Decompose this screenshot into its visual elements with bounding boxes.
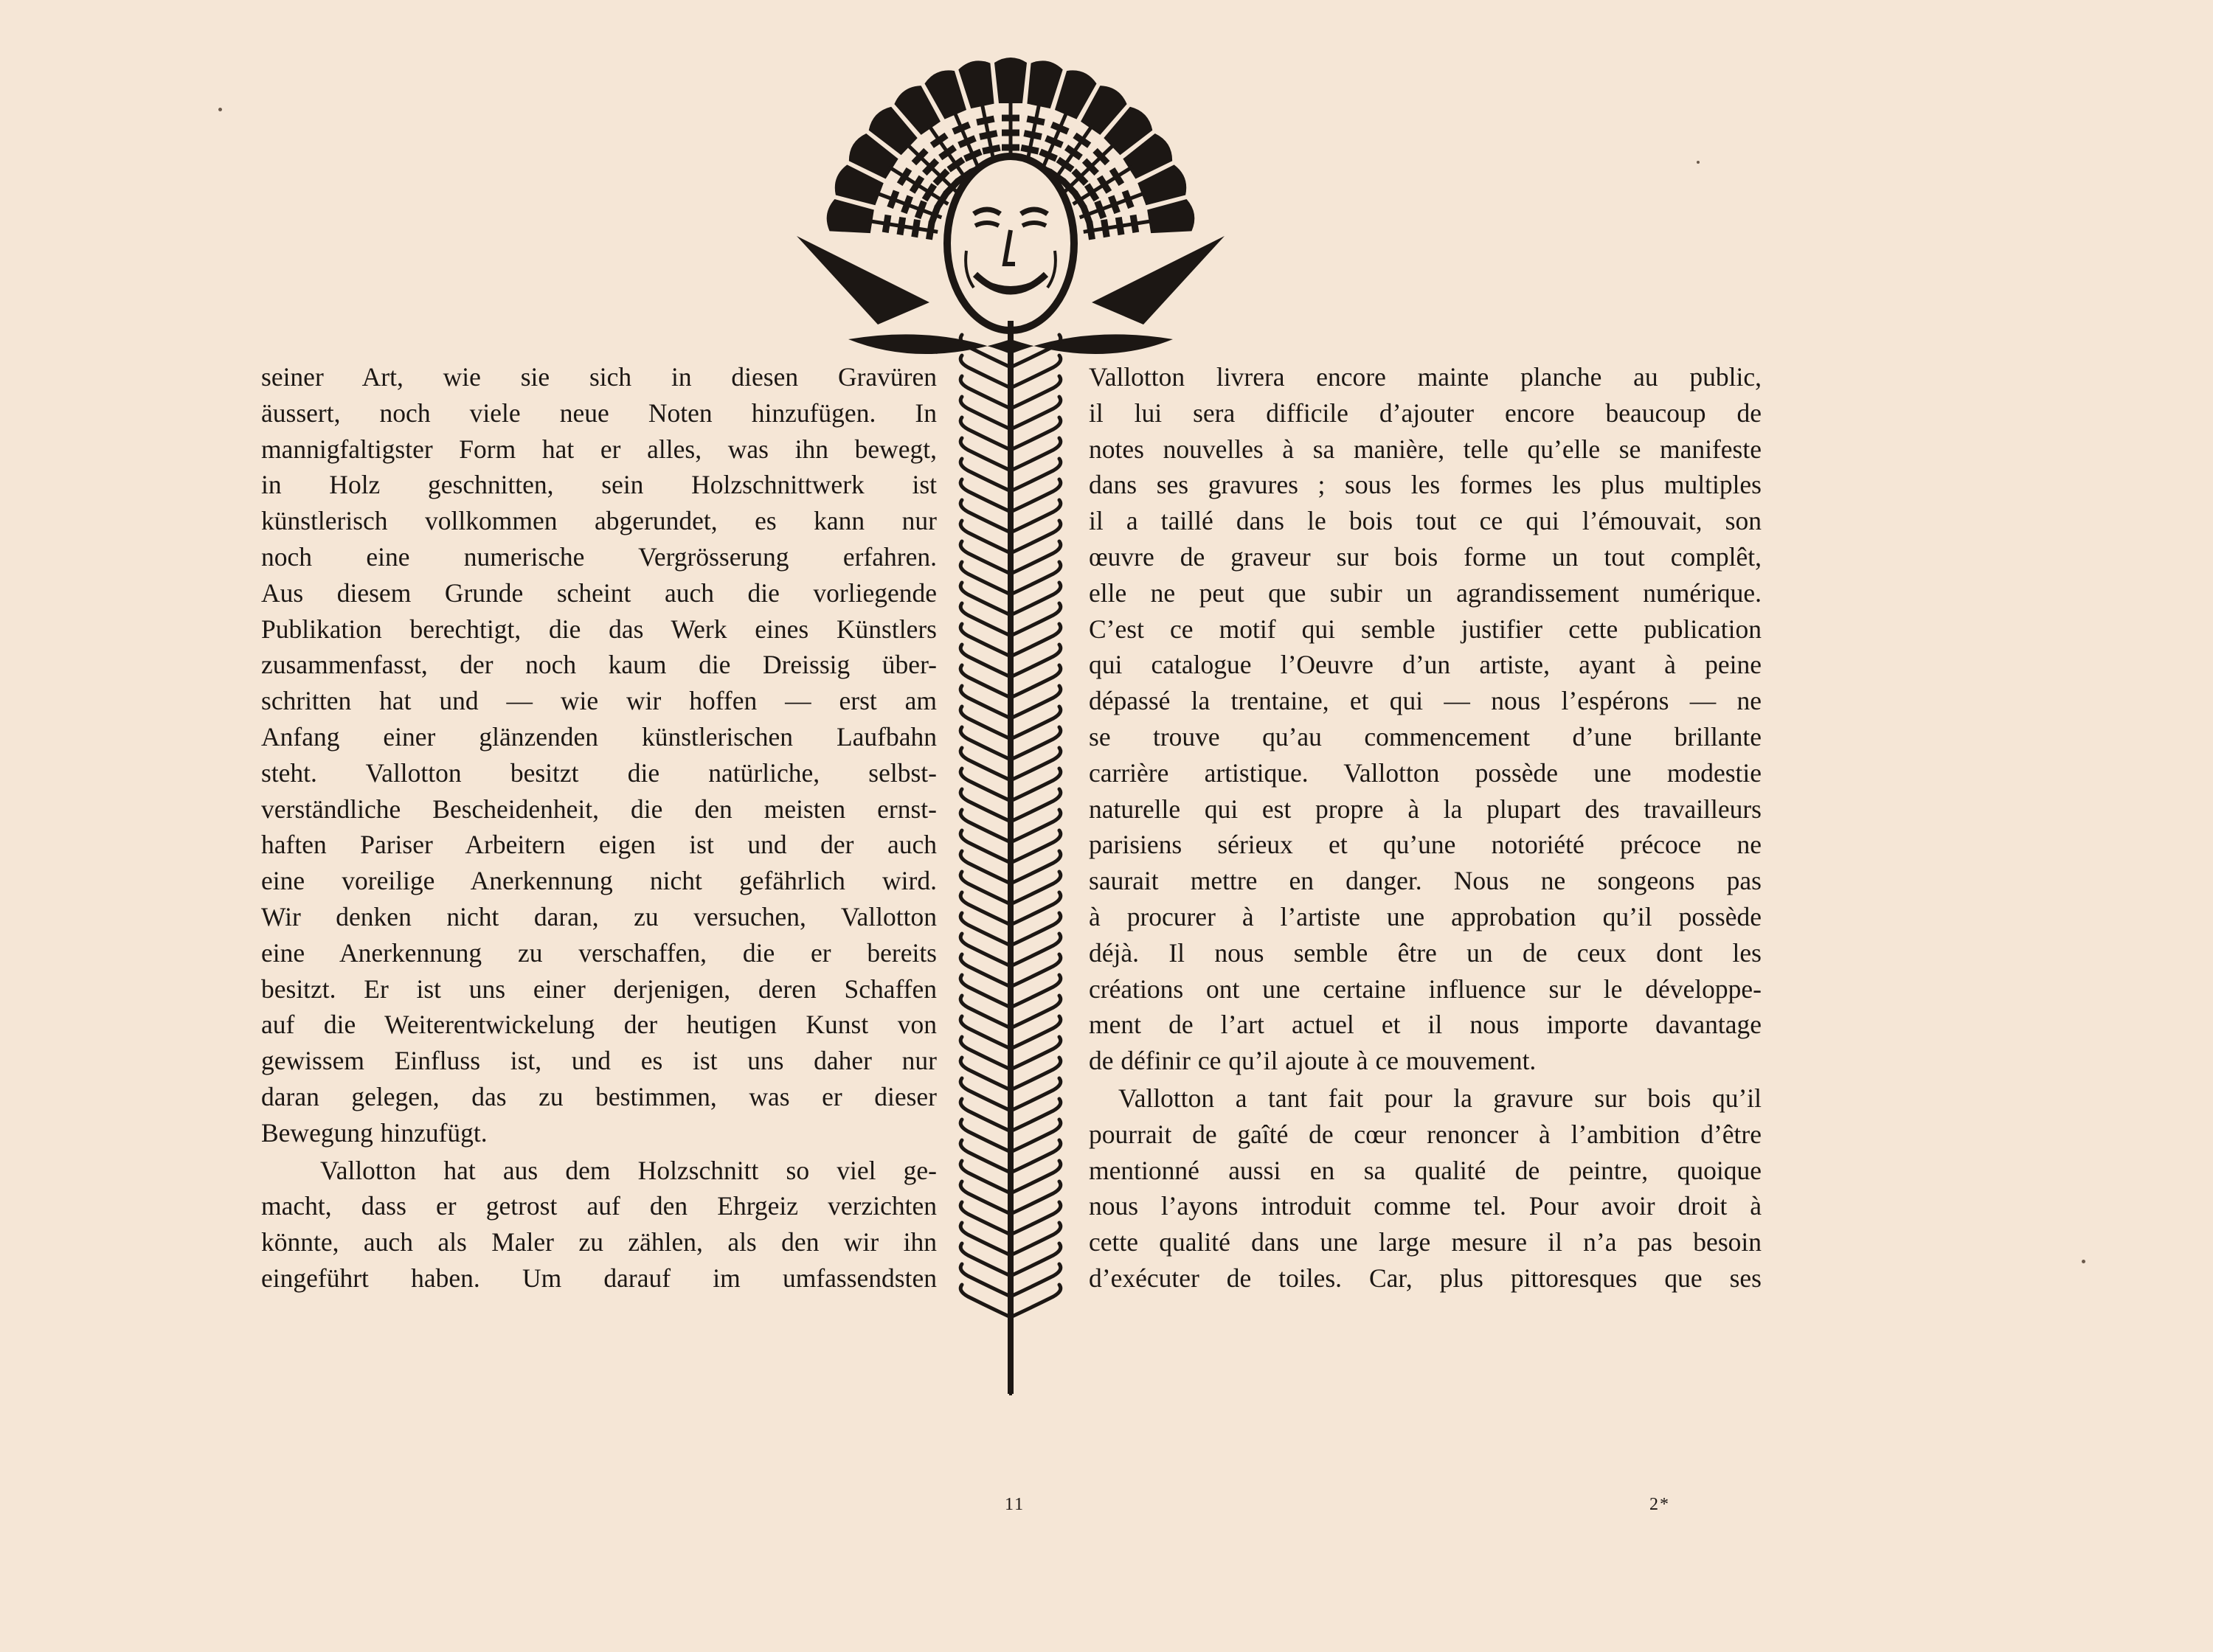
text-line: œuvre de graveur sur bois forme un tout complêt, [1089, 541, 1762, 572]
feather-barb [960, 1223, 1011, 1255]
text-line: elle ne peut que subir un agrandissement numérique. [1089, 577, 1762, 608]
ray-tuft [827, 199, 874, 233]
feather-barb [960, 1078, 1011, 1111]
feather-barb [960, 459, 1011, 491]
text-line: créations ont une certaine influence sur le développe- [1089, 974, 1762, 1004]
text-line: zusammenfasst, der noch kaum die Dreissig über- [261, 650, 937, 680]
feather-barb [960, 541, 1011, 574]
text-line: pourrait de gaîté de cœur renoncer à l’ambition d’être [1089, 1119, 1762, 1149]
feather-barb [1011, 975, 1061, 1007]
ray-stem [889, 167, 948, 204]
text-line: Anfang einer glänzenden künstlerischen Laufbahn [261, 721, 937, 752]
feather-barb [960, 438, 1011, 471]
text-line: carrière artistique. Vallotton possède une modestie [1089, 757, 1762, 788]
feather-barb [1011, 376, 1061, 409]
text-line: gewissem Einfluss ist, und es ist uns daher nur [261, 1046, 937, 1076]
text-line: mentionné aussi en sa qualité de peintre, quoique [1089, 1155, 1762, 1185]
feather-barb [960, 789, 1011, 822]
feather-barb [960, 603, 1011, 636]
feather-barb [1011, 1099, 1061, 1131]
text-line: daran gelegen, das zu bestimmen, was er dieser [261, 1081, 937, 1111]
text-line: il a taillé dans le bois tout ce qui l’émouvait, son [1089, 506, 1762, 536]
ray-tuft [958, 60, 994, 108]
feather-barb [960, 872, 1011, 904]
feather-barb [1011, 830, 1061, 863]
feather-barb [960, 727, 1011, 760]
feather-barb [1011, 397, 1061, 429]
text-line: in Holz geschnitten, sein Holzschnittwerk ist [261, 470, 937, 500]
feather-barb [960, 1161, 1011, 1193]
feather-barb [960, 624, 1011, 656]
feather-barb [1011, 1264, 1061, 1297]
feather-barb [1011, 1078, 1061, 1111]
feather-barb [1011, 541, 1061, 574]
text-line: ment de l’art actuel et il nous importe davantage [1089, 1010, 1762, 1040]
feather-barb [960, 686, 1011, 718]
text-line: künstlerisch vollkommen abgerundet, es kann nur [261, 506, 937, 536]
text-line: verständliche Bescheidenheit, die den meisten ernst- [261, 794, 937, 824]
text-line: Aus diesem Grunde scheint auch die vorliegende [261, 577, 937, 608]
feather-barb [1011, 872, 1061, 904]
feather-barb [960, 707, 1011, 739]
text-line: se trouve qu’au commencement d’une brillante [1089, 721, 1762, 752]
feather-barb [960, 417, 1011, 450]
feather-barb [960, 1099, 1011, 1131]
left-paragraph-2 [261, 1153, 937, 1297]
feather-barb [1011, 665, 1061, 698]
feather-barb [1011, 1243, 1061, 1276]
text-line: Vallotton hat aus dem Holzschnitt so viel ge- [320, 1155, 937, 1185]
feather-barb [960, 975, 1011, 1007]
text-line: steht. Vallotton besitzt die natürliche, selbst- [261, 757, 937, 788]
text-line: Bewegung hinzufügt. [261, 1117, 488, 1148]
right-paragraph-1 [1089, 359, 1762, 1079]
feather-barb [1011, 645, 1061, 677]
text-line: dans ses gravures ; sous les formes les plus multiples [1089, 470, 1762, 500]
feather-barb [960, 583, 1011, 615]
feather-barb [960, 1285, 1011, 1317]
feather-barb [1011, 810, 1061, 842]
feather-barb [1011, 417, 1061, 450]
feather-barb [1011, 913, 1061, 945]
feather-barb [1011, 355, 1061, 388]
feather-barb [1011, 583, 1061, 615]
text-line: d’exécuter de toiles. Car, plus pittoresques que ses [1089, 1263, 1762, 1293]
feather-barb [1011, 851, 1061, 884]
feather-barb [1011, 748, 1061, 780]
text-line: cette qualité dans une large mesure il n’a pas besoin [1089, 1227, 1762, 1257]
text-line: parisiens sérieux et qu’une notoriété précoce ne [1089, 830, 1762, 860]
feather-barb [960, 851, 1011, 884]
ray-tuft [1147, 199, 1194, 233]
feather-barb [960, 376, 1011, 409]
text-line: il lui sera difficile d’ajouter encore beaucoup de [1089, 398, 1762, 428]
text-line: macht, dass er getrost auf den Ehrgeiz verzichten [261, 1191, 937, 1221]
left-ornament-spike [797, 236, 929, 324]
feather-barb [960, 1202, 1011, 1235]
feather-barb [960, 1264, 1011, 1297]
text-line: de définir ce qu’il ajoute à ce mouvement. [1089, 1046, 1537, 1076]
feather-barb [1011, 934, 1061, 966]
ray-tuft [994, 58, 1027, 103]
feather-barb [1011, 1161, 1061, 1193]
text-line: dépassé la trentaine, et qui — nous l’espérons — ne [1089, 686, 1762, 716]
feather-barb [1011, 438, 1061, 471]
text-line: nous l’ayons introduit comme tel. Pour avoir droit à [1089, 1191, 1762, 1221]
feather-barb [1011, 1202, 1061, 1235]
feather-barb [1011, 500, 1061, 532]
feather-barb [1011, 789, 1061, 822]
text-line: Vallotton a tant fait pour la gravure sur bois qu’il [1118, 1083, 1762, 1113]
feather-barb [1011, 1140, 1061, 1173]
left-paragraph-1 [261, 359, 937, 1151]
paper-speck [218, 108, 222, 111]
feather-barb [1011, 1058, 1061, 1090]
feather-barb [960, 748, 1011, 780]
feather-barb [960, 934, 1011, 966]
feather-barb [960, 996, 1011, 1028]
text-line: Publikation berechtigt, die das Werk eines Künstlers [261, 614, 937, 644]
feather-barb [960, 830, 1011, 863]
text-line: äussert, noch viele neue Noten hinzufügen. In [261, 398, 937, 428]
feather-barb [1011, 521, 1061, 553]
feather-barb [960, 768, 1011, 801]
feather-barb [1011, 624, 1061, 656]
text-line: eine voreilige Anerkennung nicht gefährlich wird. [261, 866, 937, 896]
paper-speck [2082, 1260, 2085, 1263]
feather-barb [960, 1243, 1011, 1276]
signature-mark: 2* [1649, 1495, 1670, 1514]
text-line: eingeführt haben. Um darauf im umfassendsten [261, 1263, 937, 1293]
text-line: naturelle qui est propre à la plupart des travailleurs [1089, 794, 1762, 824]
feather-barb [960, 397, 1011, 429]
feather-barb [960, 1140, 1011, 1173]
feather-barb [960, 562, 1011, 594]
left-text-column [261, 359, 937, 1297]
paper-speck [1697, 161, 1700, 164]
text-line: à procurer à l’artiste une approbation qu’il possède [1089, 901, 1762, 931]
sun-face [947, 156, 1074, 330]
feather-barb [1011, 1120, 1061, 1152]
feather-barb [1011, 727, 1061, 760]
feather-barb [1011, 603, 1061, 636]
text-line: qui catalogue l’Oeuvre d’un artiste, ayant à peine [1089, 650, 1762, 680]
feather-barb [1011, 562, 1061, 594]
text-line: C’est ce motif qui semble justifier cette publication [1089, 614, 1762, 644]
feather-barb [960, 892, 1011, 925]
text-line: könnte, auch als Maler zu zählen, als den wir ihn [261, 1227, 937, 1257]
feather-barb [960, 1058, 1011, 1090]
feather-barb [1011, 479, 1061, 512]
feather-barb [1011, 686, 1061, 718]
text-line: schritten hat und — wie wir hoffen — erst am [261, 686, 937, 716]
feather-barb [1011, 1285, 1061, 1317]
feather-barb [960, 521, 1011, 553]
feather-barb [960, 954, 1011, 987]
page-number: 11 [1005, 1495, 1025, 1514]
feather-barb [960, 1120, 1011, 1152]
feather-barb [960, 1181, 1011, 1214]
feather-barb [1011, 1037, 1061, 1069]
feather-barb [960, 665, 1011, 698]
feather-barb [1011, 459, 1061, 491]
text-line: seiner Art, wie sie sich in diesen Gravüren [261, 362, 937, 392]
text-line: Vallotton livrera encore mainte planche au public, [1089, 362, 1762, 392]
text-line: déjà. Il nous semble être un de ceux dont les [1089, 937, 1762, 968]
feather-barb [1011, 1223, 1061, 1255]
text-line: saurait mettre en danger. Nous ne songeons pas [1089, 866, 1762, 896]
feather-barb [960, 500, 1011, 532]
feather-barb [1011, 954, 1061, 987]
text-line: notes nouvelles à sa manière, telle qu’elle se manifeste [1089, 434, 1762, 464]
right-paragraph-2 [1089, 1080, 1762, 1297]
feather-barb [1011, 768, 1061, 801]
feather-barb [960, 479, 1011, 512]
right-ornament-spike [1092, 236, 1225, 324]
text-line: haften Pariser Arbeitern eigen ist und der auch [261, 830, 937, 860]
text-line: eine Anerkennung zu verschaffen, die er bereits [261, 937, 937, 968]
ray-tuft [1027, 60, 1062, 108]
feather-barb [1011, 707, 1061, 739]
feather-barb [960, 810, 1011, 842]
feather-barb [960, 1037, 1011, 1069]
ray-stem [1073, 167, 1132, 204]
feather-barb [1011, 1016, 1061, 1049]
text-line: noch eine numerische Vergrösserung erfahren. [261, 541, 937, 572]
right-text-column [1089, 359, 1762, 1297]
feather-barb [960, 645, 1011, 677]
feather-barb [960, 355, 1011, 388]
feather-barb [960, 1016, 1011, 1049]
feather-barb [1011, 996, 1061, 1028]
text-line: auf die Weiterentwickelung der heutigen Kunst von [261, 1010, 937, 1040]
feather-barb [1011, 1181, 1061, 1214]
text-line: besitzt. Er ist uns einer derjenigen, deren Schaffen [261, 974, 937, 1004]
feather-barb [960, 913, 1011, 945]
text-line: Wir denken nicht daran, zu versuchen, Vallotton [261, 901, 937, 931]
feather-barb [1011, 892, 1061, 925]
text-line: mannigfaltigster Form hat er alles, was ihn bewegt, [261, 434, 937, 464]
